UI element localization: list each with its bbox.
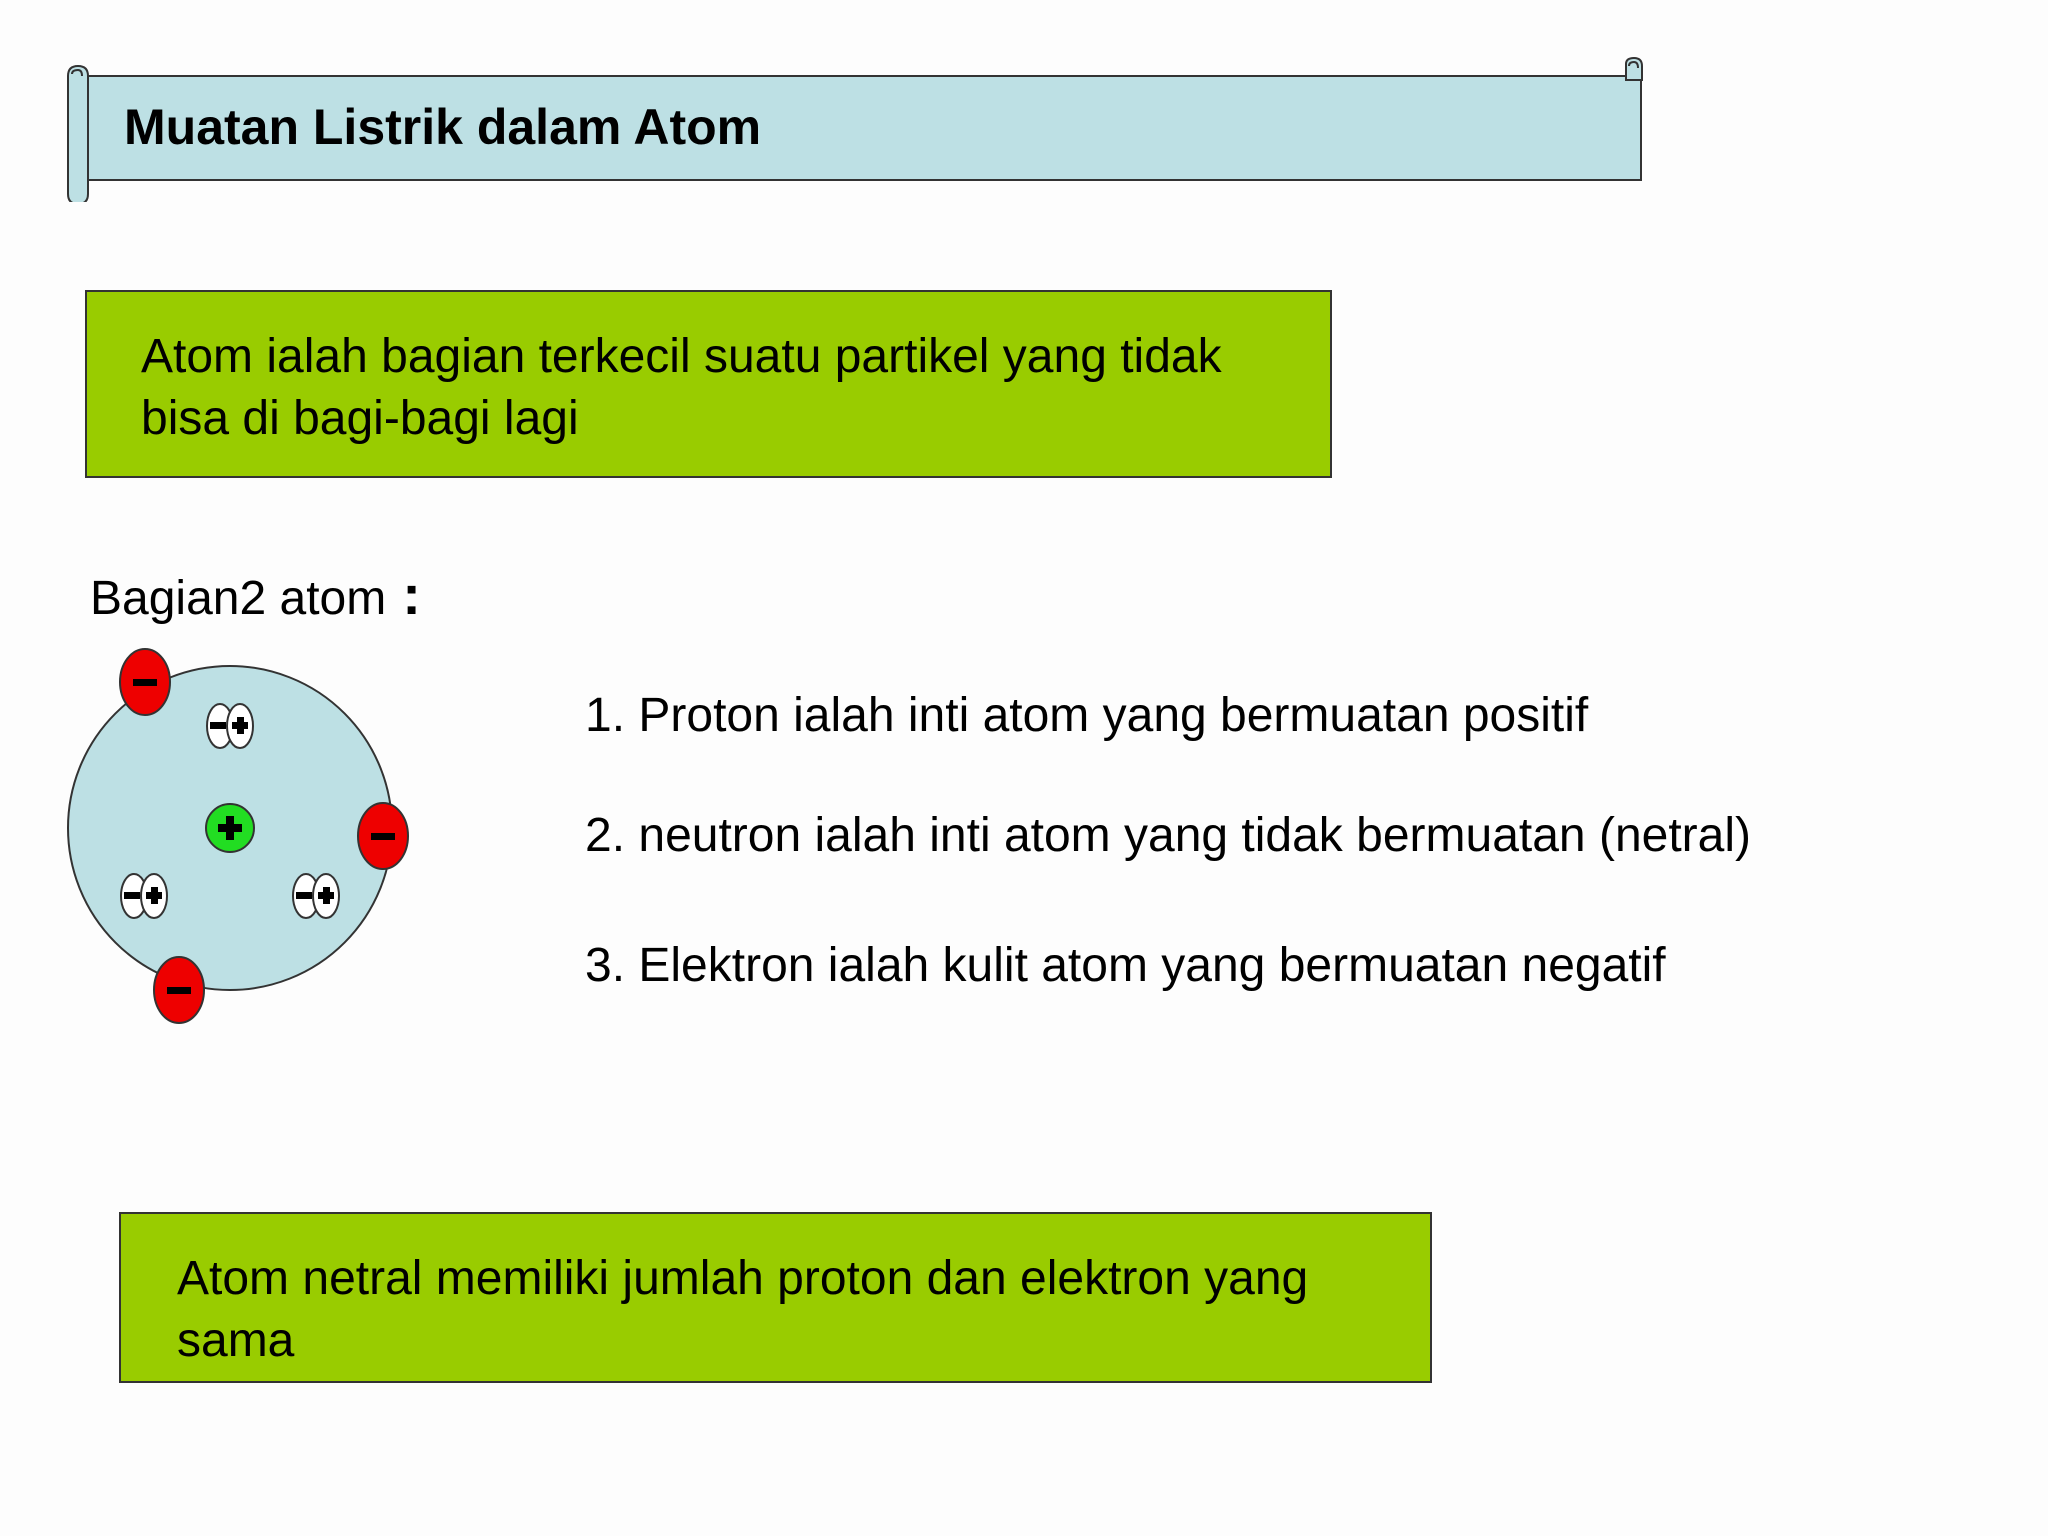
electron-icon	[358, 803, 408, 869]
list-item: 2. neutron ialah inti atom yang tidak bermuatan (netral)	[585, 809, 1751, 862]
definition-line-2: bisa di bagi-bagi lagi	[141, 392, 579, 445]
neutral-atom-box	[119, 1212, 1432, 1383]
list-item: 3. Elektron ialah kulit atom yang bermuatan negatif	[585, 939, 1666, 992]
electron-icon	[120, 649, 170, 715]
neutron-icon	[121, 874, 167, 918]
list-item: 1. Proton ialah inti atom yang bermuatan positif	[585, 689, 1589, 742]
electron-icon	[154, 957, 204, 1023]
definition-box	[85, 290, 1332, 478]
neutron-icon	[207, 704, 253, 748]
neutral-line-2: sama	[177, 1314, 295, 1367]
definition-line-1: Atom ialah bagian terkecil suatu partikel yang tidak	[141, 330, 1222, 383]
atom-diagram	[60, 640, 440, 1040]
parts-heading-colon: :	[402, 563, 421, 626]
neutral-line-1: Atom netral memiliki jumlah proton dan elektron yang	[177, 1252, 1309, 1305]
parts-heading	[90, 562, 421, 627]
neutron-icon	[293, 874, 339, 918]
proton-icon	[206, 804, 254, 852]
page-title: Muatan Listrik dalam Atom	[124, 99, 762, 155]
atom-icon	[60, 640, 440, 1040]
parts-heading-label: Bagian2 atom	[90, 572, 387, 625]
